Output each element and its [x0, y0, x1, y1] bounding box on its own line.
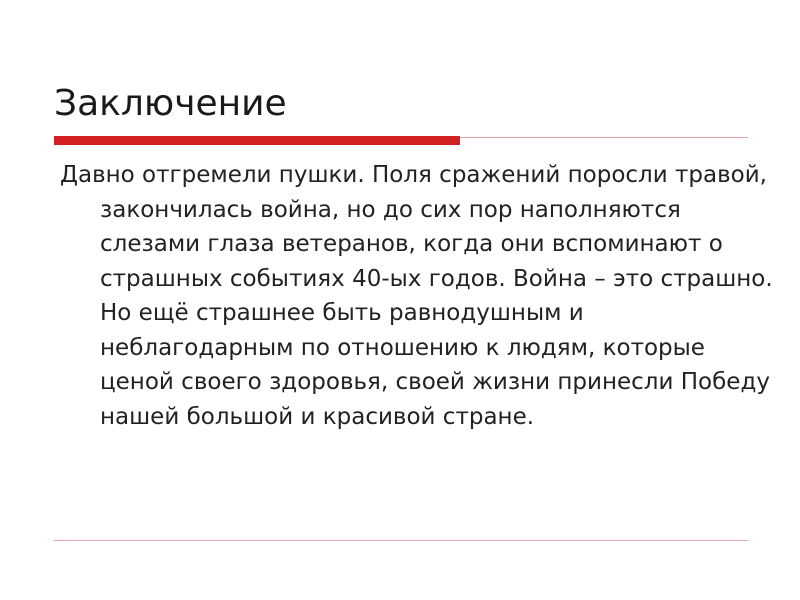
title-accent-bar: [54, 136, 460, 145]
conclusion-text: Давно отгремели пушки. Поля сражений поросли травой, закончилась война, но до сих пор наполняются слезами глаза ветеранов, когда они вспоминают о страшных событиях 40-ых годов. Война – это страшно. Но ещё страшнее быть равнодушным и неблагодарным по отношению к людям, которые ценой своего здоровья, своей жизни принесли Победу нашей большой и красивой стране.: [60, 162, 773, 430]
footer-rule: [54, 540, 748, 541]
slide-title: Заключение: [54, 83, 287, 124]
